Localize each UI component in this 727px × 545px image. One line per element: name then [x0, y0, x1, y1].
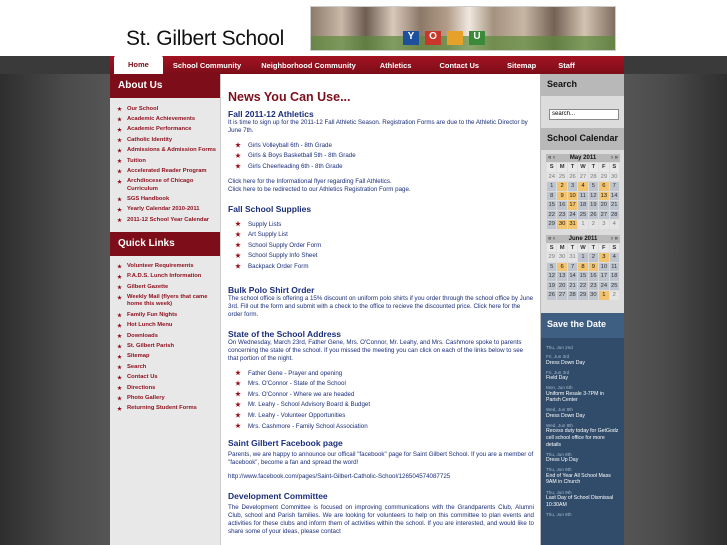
athletics-intro: It is time to sign up for the 2011-12 Fall Athletic Season. Registration Forms are due to the Athletic Director by June 7th. [228, 119, 528, 134]
calendar-grid [546, 162, 620, 230]
calendar-month-label: June 2011 [568, 235, 598, 242]
athletics-flyer-link[interactable]: Click here for the Informational flyer regarding Fall Athletics. [228, 177, 392, 185]
star-icon [117, 148, 122, 153]
star-icon [235, 391, 241, 397]
search-input[interactable] [549, 109, 619, 120]
star-icon [235, 253, 241, 259]
calendar-grid [546, 243, 620, 301]
star-icon [235, 221, 241, 227]
star-icon [117, 334, 122, 339]
nav-sitemap[interactable]: Sitemap [507, 60, 537, 70]
header-photo [310, 6, 616, 51]
calendar-week: 15 16 17 18 19 20 21 [548, 202, 618, 209]
star-icon [117, 127, 122, 132]
calendar-weekdays: S M T W T F S [547, 163, 619, 172]
calendar-weekdays: S M T W T F S [547, 244, 619, 253]
quick-link[interactable]: Search [116, 362, 216, 372]
development-heading: Development Committee [228, 491, 328, 502]
calendar-heading: School Calendar [541, 128, 624, 150]
about-link[interactable]: Our School [116, 104, 216, 114]
athletics-heading: Fall 2011-12 Athletics [228, 109, 314, 119]
event-item[interactable]: Fri, Jun 3rd Dress Down Day [546, 354, 585, 366]
main-content [221, 74, 540, 545]
nav-school-community[interactable]: School Community [172, 60, 242, 70]
facebook-text: Parents, we are happy to announce our officail "facebook" page for Saint Gilbert School. If you are a member of "facebook", become a fan and spread the word! [228, 451, 534, 467]
quick-link[interactable]: Weekly Mail (flyers that came home this week) [116, 293, 216, 311]
star-icon [235, 370, 241, 376]
quick-link[interactable]: Returning Student Forms [116, 404, 216, 414]
star-icon [117, 323, 122, 328]
nav-home[interactable]: Home [114, 56, 163, 74]
about-link[interactable]: Academic Achievements [116, 114, 216, 124]
calendar-week: 12 13 14 15 16 17 18 [548, 273, 618, 280]
star-icon [117, 117, 122, 122]
main-nav [110, 56, 624, 74]
page-title: News You Can Use... [228, 90, 351, 104]
star-icon [235, 263, 241, 269]
star-icon [235, 153, 241, 159]
supplies-link[interactable]: School Supply Order Form [234, 240, 534, 251]
supplies-heading: Fall School Supplies [228, 203, 312, 214]
quick-link[interactable]: Hot Lunch Menu [116, 321, 216, 331]
calendar-june [546, 235, 620, 301]
state-list [228, 363, 534, 435]
event-item[interactable]: Wed, Jun 8th Dress Down Day [546, 407, 585, 419]
site-logo[interactable]: St. Gilbert School [126, 27, 285, 50]
event-item[interactable]: Mon, Jun 6th Uniform Resale 3-7PM in Parish Center [546, 385, 604, 404]
event-list [541, 338, 624, 545]
star-icon [235, 163, 241, 169]
star-icon [235, 242, 241, 248]
state-link[interactable]: Mrs. Cashmore - Family School Association [234, 421, 534, 432]
quick-link[interactable]: Photo Gallery [116, 393, 216, 403]
search-box [541, 96, 624, 128]
save-the-date-heading: Save the Date [541, 313, 624, 338]
about-link[interactable]: SGS Handbook [116, 194, 216, 204]
event-item[interactable]: Thu, Jun 9th End of Year All School Mass 9AM in Church [546, 467, 611, 486]
star-icon [117, 396, 122, 401]
calendar-week: 29 30 31 1 2 3 4 [547, 220, 619, 229]
supplies-link[interactable]: Supply Lists [234, 219, 534, 230]
about-link[interactable]: 2011-12 School Year Calendar [116, 215, 216, 225]
right-sidebar [540, 74, 624, 545]
star-icon [235, 402, 241, 408]
right-page-background [624, 74, 727, 545]
calendar-week: 8 9 10 11 12 13 14 [547, 192, 619, 201]
star-icon [117, 344, 122, 349]
event-item[interactable]: Fri, Jun 3rd Field Day [546, 369, 570, 382]
about-link[interactable]: Archdiocese of Chicago Curriculum [116, 177, 216, 195]
state-link[interactable]: Father Gene - Prayer and opening [234, 368, 534, 379]
about-us-list [110, 98, 220, 232]
quick-link[interactable]: Sitemap [116, 352, 216, 362]
star-icon [117, 179, 122, 184]
star-icon [117, 138, 122, 143]
facebook-url-link[interactable]: http://www.facebook.com/pages/Saint-Gilbert-Catholic-School/126504574087725 [228, 473, 451, 481]
nav-contact-us[interactable]: Contact Us [439, 60, 480, 70]
event-item[interactable]: Thu, Jun 2nd [546, 345, 573, 350]
calendar-week: 22 23 24 25 26 27 28 [548, 211, 618, 218]
athletics-registration-link[interactable]: Click here to be redirected to our Athletics Registration Form page. [228, 185, 411, 193]
star-icon [235, 412, 241, 418]
star-icon [117, 375, 122, 380]
supplies-link[interactable]: Backpack Order Form [234, 261, 534, 272]
athletics-link[interactable]: Girls Volleyball 6th - 8th Grade [234, 140, 534, 151]
star-icon [117, 313, 122, 318]
about-link[interactable]: Tuition [116, 156, 216, 166]
star-icon [117, 285, 122, 290]
about-link[interactable]: Admissions & Admission Forms [116, 146, 216, 156]
polo-heading: Bulk Polo Shirt Order [228, 284, 315, 295]
quick-link[interactable]: St. Gilbert Parish [116, 341, 216, 351]
quick-link[interactable]: P.A.D.S. Lunch Information [116, 272, 216, 282]
star-icon [117, 274, 122, 279]
state-link[interactable]: Mr. Leahy - Volunteer Opportunities [234, 410, 534, 421]
development-text: The Development Committee is focused on improving communications with the Grandparents Club, Alumni Club, school and Parish families. We are looking for volunteers to help on this committee to plan events and activities for these clubs and inform them of activities within the school. If you are interested, and would like to share some of your ideas, please contact [228, 504, 534, 536]
athletics-link[interactable]: Girls Cheerleading 6th - 8th Grade [234, 161, 534, 172]
about-link[interactable]: Catholic Identity [116, 135, 216, 145]
star-icon [235, 423, 241, 429]
supplies-list [228, 214, 534, 275]
nav-staff[interactable]: Staff [558, 60, 575, 70]
calendar-may [546, 154, 620, 230]
quick-link[interactable]: Family Fun Nights [116, 310, 216, 320]
star-icon [117, 295, 122, 300]
about-link[interactable]: Academic Performance [116, 125, 216, 135]
state-link[interactable]: Mrs. O'Connor - Where we are headed [234, 389, 534, 400]
supplies-link[interactable]: School Supply Info Sheet [234, 251, 534, 262]
search-heading: Search [541, 74, 624, 96]
star-icon [117, 158, 122, 163]
calendar-month-label: May 2011 [569, 155, 597, 161]
calendar-next-button[interactable]: › » [610, 155, 618, 161]
quick-link[interactable]: Volunteer Requirements [116, 262, 216, 272]
left-page-background [0, 74, 110, 545]
event-item[interactable]: Wed, Jun 8th Recess duty today for GetGodz cell school office for more details [546, 422, 619, 448]
about-link[interactable]: Yearly Calendar 2010-2011 [116, 205, 216, 215]
star-icon [117, 169, 122, 174]
about-link[interactable]: Accelerated Reader Program [116, 166, 216, 176]
star-icon [117, 386, 122, 391]
athletics-list [228, 135, 534, 175]
star-icon [235, 231, 241, 237]
quick-link[interactable]: Gilbert Gazette [116, 282, 216, 292]
star-icon [117, 406, 122, 411]
about-us-heading: About Us [110, 74, 220, 98]
state-link[interactable]: Mr. Leahy - School Advisory Board & Budget [234, 400, 534, 411]
polo-text: The school office is offering a 15% discount on uniform polo shirts if you order through the school office by June 3rd. Fill out the form and submit with a check to the office to recieve the discounted price. Click here for the order form. [228, 294, 534, 318]
event-item[interactable]: Thu, Jun 9th [546, 511, 572, 517]
calendar-week: 19 20 21 22 23 24 25 [548, 282, 618, 289]
star-icon [117, 354, 122, 359]
star-icon [235, 380, 241, 386]
left-sidebar [110, 74, 221, 545]
star-icon [117, 197, 122, 202]
nav-neighborhood-community[interactable]: Neighborhood Community [261, 60, 356, 70]
calendar-next-button[interactable]: › » [610, 235, 618, 242]
quick-link[interactable]: Directions [116, 383, 216, 393]
calendar-week: 26 27 28 29 30 1 2 [547, 291, 619, 300]
quick-links-heading: Quick Links [110, 232, 220, 256]
header-photo-sign: Y O U [403, 31, 527, 45]
star-icon [117, 218, 122, 223]
quick-link[interactable]: Downloads [116, 331, 216, 341]
quick-links-list [110, 256, 220, 421]
athletics-link[interactable]: Girls & Boys Basketball 5th - 8th Grade [234, 151, 534, 162]
calendar-week: 29 30 31 1 2 3 4 [547, 253, 619, 262]
supplies-link[interactable]: Art Supply List [234, 229, 534, 240]
state-heading: State of the School Address [228, 328, 342, 339]
calendar-week: 5 6 7 8 9 10 11 [547, 263, 619, 272]
star-icon [235, 142, 241, 148]
quick-link[interactable]: Contact Us [116, 373, 216, 383]
state-text: On Wednesday, March 23rd, Father Gene, Mrs. O'Connor, Mr. Leahy, and Mrs. Cashmore spoke to parents concerning the state of the school. If you missed the meeting you can click on each of the links below to see that portion of the night. [228, 338, 524, 362]
star-icon [117, 107, 122, 112]
facebook-heading: Saint Gilbert Facebook page [228, 438, 343, 449]
state-link[interactable]: Mrs. O'Connor - State of the School [234, 378, 534, 389]
calendar-week: 1 2 3 4 5 6 7 [547, 182, 619, 191]
event-item[interactable]: Thu, Jun 9th Last Day of School Dismissal 10:30AM [546, 489, 614, 508]
star-icon [117, 365, 122, 370]
event-item[interactable]: Thu, Jun 9th Dress Up Day [546, 451, 579, 464]
star-icon [117, 264, 122, 269]
calendar-prev-button[interactable]: « ‹ [548, 155, 556, 161]
star-icon [117, 207, 122, 212]
nav-athletics[interactable]: Athletics [379, 60, 412, 70]
calendar-prev-button[interactable]: « ‹ [548, 235, 556, 242]
site-container [110, 0, 624, 545]
calendar-week: 24 25 26 27 28 29 30 [548, 173, 618, 180]
